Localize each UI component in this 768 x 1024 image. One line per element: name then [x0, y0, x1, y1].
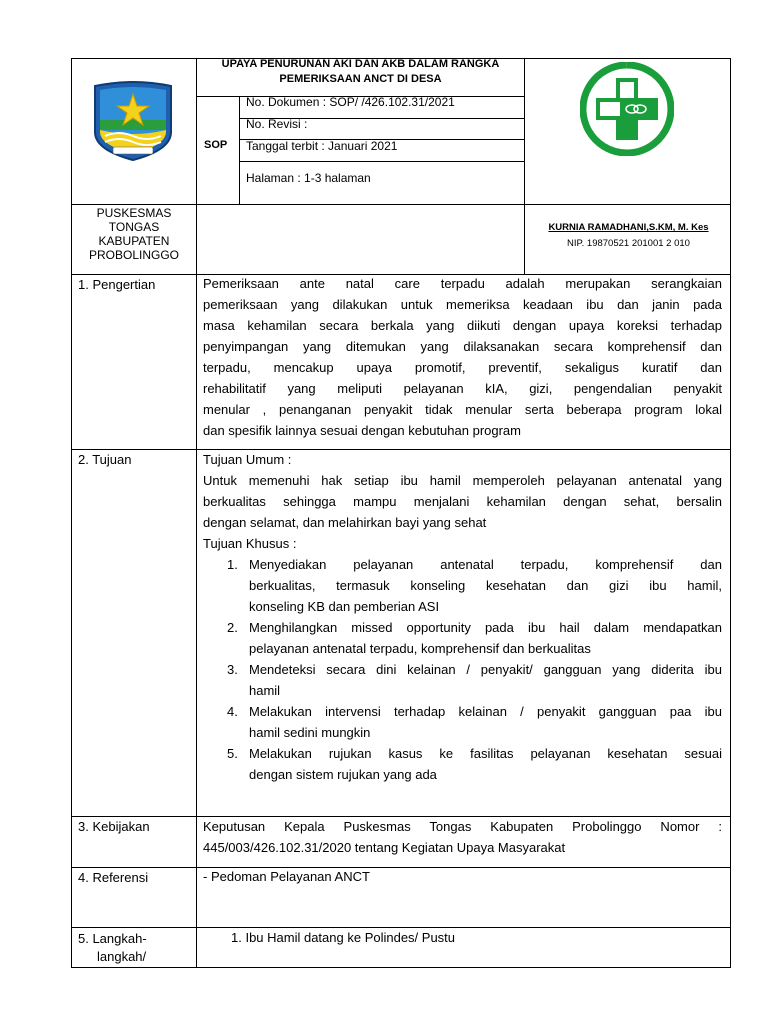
org-line4: PROBOLINGGO	[88, 248, 180, 262]
khusus-item-number: 1.	[227, 557, 238, 572]
khusus-item-line: Mendeteksi secara dini kelainan / penyakit/ gangguan yang diderita ibu	[249, 662, 722, 677]
referensi-line: - Pedoman Pelayanan ANCT	[203, 869, 370, 884]
khusus-item-line: Melakukan intervensi terhadap kelainan / penyakit gangguan paa ibu	[249, 704, 722, 719]
khusus-item-number: 2.	[227, 620, 238, 635]
revision-number: No. Revisi :	[246, 117, 308, 131]
tujuan-umum-line: berkualitas sehingga mampu menjalani kehamilan dengan sehat, bersalin	[203, 494, 722, 509]
section-langkah-label-cont: langkah/	[97, 949, 147, 964]
tujuan-umum-heading: Tujuan Umum :	[203, 452, 292, 467]
section-tujuan-label: 2. Tujuan	[78, 452, 132, 467]
puskesmas-cross-icon	[580, 62, 674, 156]
khusus-item-line: hamil sedini mungkin	[249, 725, 371, 740]
pengertian-line: terpadu, mencakup upaya promotif, preventif, sekaligus kuratif dan	[203, 360, 722, 375]
org-line3: KABUPATEN	[98, 234, 170, 248]
khusus-item-number: 4.	[227, 704, 238, 719]
section-kebijakan-label: 3. Kebijakan	[78, 819, 150, 834]
regency-crest-icon	[91, 80, 175, 162]
org-line1: PUSKESMAS	[96, 206, 172, 220]
signer-name: KURNIA RAMADHANI,S.KM, M. Kes	[548, 222, 709, 233]
pengertian-line: rehabilitatif yang meliputi pelayanan kIA, gizi, pengendalian penyakit	[203, 381, 722, 396]
document-title-line2: PEMERIKSAAN ANCT DI DESA	[279, 73, 442, 85]
khusus-item-line: konseling KB dan pemberian ASI	[249, 599, 440, 614]
khusus-item-line: pelayanan antenatal terpadu, komprehensif dan berkualitas	[249, 641, 591, 656]
khusus-item-line: Menghilangkan missed opportunity pada ibu hail dalam mendapatkan	[249, 620, 722, 635]
khusus-item-number: 3.	[227, 662, 238, 677]
pengertian-line: penyimpangan yang ditemukan yang dilaksanakan secara komprehensif dan	[203, 339, 722, 354]
kebijakan-line: Keputusan Kepala Puskesmas Tongas Kabupaten Probolinggo Nomor :	[203, 819, 722, 834]
tujuan-umum-line: Untuk memenuhi hak setiap ibu hamil memperoleh pelayanan antenatal yang	[203, 473, 722, 488]
document-title-line1: UPAYA PENURUNAN AKI DAN AKB DALAM RANGKA	[221, 58, 500, 70]
tujuan-khusus-heading: Tujuan Khusus :	[203, 536, 297, 551]
khusus-item-line: berkualitas, termasuk konseling kesehatan dan gizi ibu hamil,	[249, 578, 722, 593]
pengertian-line: pemeriksaan yang dilakukan untuk memeriksa keadaan ibu dan janin pada	[203, 297, 722, 312]
org-line2: TONGAS	[108, 220, 160, 234]
pengertian-line: menular , penanganan penyakit tidak menular serta beberapa program lokal	[203, 402, 722, 417]
tujuan-umum-line: dengan selamat, dan melahirkan bayi yang sehat	[203, 515, 487, 530]
khusus-item-line: Menyediakan pelayanan antenatal terpadu, komprehensif dan	[249, 557, 722, 572]
section-referensi-label: 4. Referensi	[78, 870, 149, 885]
sop-label: SOP	[204, 139, 228, 151]
khusus-item-line: Melakukan rujukan kasus ke fasilitas pelayanan kesehatan sesuai	[249, 746, 722, 761]
pengertian-line: dan spesifik lainnya sesuai dengan kebutuhan program	[203, 423, 521, 438]
signer-nip: NIP. 19870521 201001 2 010	[567, 238, 690, 249]
kebijakan-line: 445/003/426.102.31/2020 tentang Kegiatan Upaya Masyarakat	[203, 840, 566, 855]
pengertian-line: Pemeriksaan ante natal care terpadu adalah merupakan serangkaian	[203, 276, 722, 291]
khusus-item-line: hamil	[249, 683, 281, 698]
khusus-item-line: dengan sistem rujukan yang ada	[249, 767, 437, 782]
issue-date: Tanggal terbit : Januari 2021	[246, 139, 398, 153]
khusus-item-number: 5.	[227, 746, 238, 761]
langkah-line: 1. Ibu Hamil datang ke Polindes/ Pustu	[231, 930, 456, 945]
section-pengertian-label: 1. Pengertian	[78, 277, 156, 292]
page-count: Halaman : 1-3 halaman	[246, 171, 371, 185]
pengertian-line: masa kehamilan secara berkala yang diikuti dengan upaya koreksi terhadap	[203, 318, 722, 333]
section-langkah-label: 5. Langkah-	[78, 931, 147, 946]
doc-number: No. Dokumen : SOP/ /426.102.31/2021	[246, 95, 455, 109]
